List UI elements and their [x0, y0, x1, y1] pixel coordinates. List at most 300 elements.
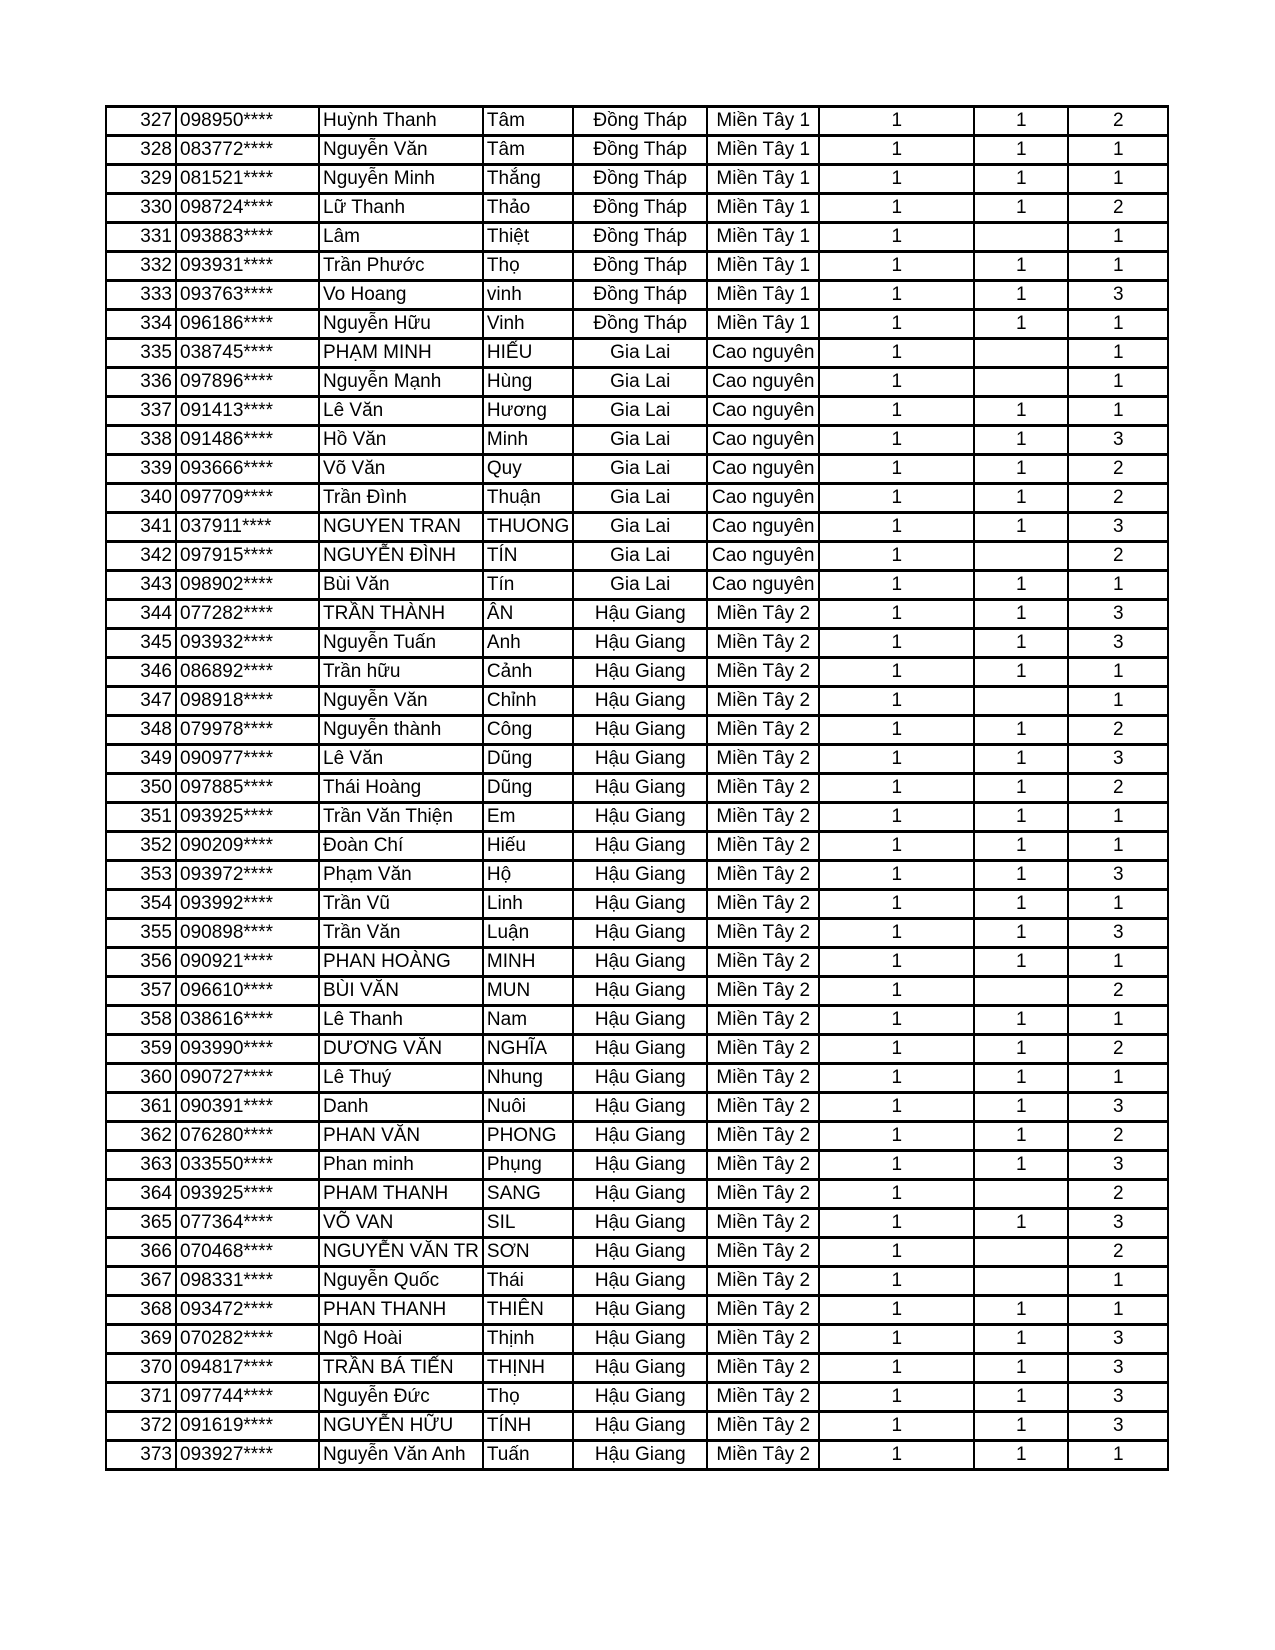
cell-province: Hậu Giang [573, 1267, 707, 1296]
cell-row-number: 357 [106, 977, 176, 1006]
cell-row-number: 361 [106, 1093, 176, 1122]
cell-given-name: Thắng [483, 165, 573, 194]
cell-region: Miền Tây 2 [707, 1238, 819, 1267]
cell-phone-masked: 094817**** [176, 1354, 319, 1383]
cell-province: Hậu Giang [573, 1064, 707, 1093]
cell-count-3: 3 [1068, 513, 1168, 542]
table-row [106, 310, 1168, 339]
cell-count-2: 1 [974, 1209, 1068, 1238]
cell-surname-middle: Lữ Thanh [319, 194, 483, 223]
cell-count-3: 3 [1068, 1412, 1168, 1441]
cell-row-number: 333 [106, 281, 176, 310]
cell-phone-masked: 077282**** [176, 600, 319, 629]
table-row [106, 1383, 1168, 1412]
table-row [106, 194, 1168, 223]
cell-region: Cao nguyên [707, 484, 819, 513]
cell-count-3: 1 [1068, 368, 1168, 397]
cell-count-1: 1 [819, 397, 974, 426]
cell-region: Miền Tây 2 [707, 1296, 819, 1325]
cell-given-name: Thiệt [483, 223, 573, 252]
cell-region: Miền Tây 2 [707, 658, 819, 687]
cell-province: Đồng Tháp [573, 165, 707, 194]
cell-given-name: Thọ [483, 1383, 573, 1412]
cell-region: Miền Tây 1 [707, 194, 819, 223]
cell-row-number: 330 [106, 194, 176, 223]
cell-surname-middle: PHAN VĂN [319, 1122, 483, 1151]
cell-given-name: SIL [483, 1209, 573, 1238]
cell-phone-masked: 093932**** [176, 629, 319, 658]
cell-row-number: 327 [106, 107, 176, 136]
cell-region: Miền Tây 1 [707, 136, 819, 165]
cell-count-3: 2 [1068, 1122, 1168, 1151]
cell-surname-middle: Lê Thanh [319, 1006, 483, 1035]
cell-region: Miền Tây 2 [707, 977, 819, 1006]
cell-row-number: 360 [106, 1064, 176, 1093]
cell-surname-middle: Phan minh [319, 1151, 483, 1180]
cell-given-name: Hiếu [483, 832, 573, 861]
cell-given-name: Hương [483, 397, 573, 426]
cell-count-3: 3 [1068, 861, 1168, 890]
cell-count-3: 3 [1068, 1325, 1168, 1354]
cell-given-name: Hùng [483, 368, 573, 397]
table-row [106, 861, 1168, 890]
cell-count-2 [974, 368, 1068, 397]
cell-province: Hậu Giang [573, 890, 707, 919]
cell-count-3: 2 [1068, 774, 1168, 803]
cell-region: Miền Tây 2 [707, 1122, 819, 1151]
cell-phone-masked: 093472**** [176, 1296, 319, 1325]
cell-surname-middle: Phạm Văn [319, 861, 483, 890]
cell-surname-middle: Nguyễn Văn [319, 136, 483, 165]
cell-region: Miền Tây 1 [707, 107, 819, 136]
cell-row-number: 364 [106, 1180, 176, 1209]
cell-province: Hậu Giang [573, 600, 707, 629]
cell-phone-masked: 083772**** [176, 136, 319, 165]
cell-given-name: Hộ [483, 861, 573, 890]
cell-given-name: Tâm [483, 107, 573, 136]
cell-region: Miền Tây 2 [707, 687, 819, 716]
cell-count-2: 1 [974, 745, 1068, 774]
cell-surname-middle: Nguyễn Hữu [319, 310, 483, 339]
cell-given-name: Anh [483, 629, 573, 658]
cell-count-2: 1 [974, 455, 1068, 484]
cell-row-number: 348 [106, 716, 176, 745]
cell-province: Hậu Giang [573, 687, 707, 716]
cell-surname-middle: Võ Văn [319, 455, 483, 484]
cell-row-number: 353 [106, 861, 176, 890]
cell-row-number: 335 [106, 339, 176, 368]
cell-row-number: 354 [106, 890, 176, 919]
cell-phone-masked: 038745**** [176, 339, 319, 368]
cell-phone-masked: 033550**** [176, 1151, 319, 1180]
cell-count-1: 1 [819, 1354, 974, 1383]
cell-count-1: 1 [819, 1412, 974, 1441]
cell-row-number: 332 [106, 252, 176, 281]
cell-province: Hậu Giang [573, 861, 707, 890]
cell-region: Miền Tây 2 [707, 832, 819, 861]
cell-count-3: 3 [1068, 1354, 1168, 1383]
cell-phone-masked: 093763**** [176, 281, 319, 310]
cell-province: Hậu Giang [573, 803, 707, 832]
cell-count-2: 1 [974, 1412, 1068, 1441]
cell-count-1: 1 [819, 774, 974, 803]
cell-surname-middle: Nguyễn Mạnh [319, 368, 483, 397]
phone-list-table [105, 105, 1169, 1471]
cell-count-1: 1 [819, 890, 974, 919]
cell-surname-middle: NGUYỄN ĐÌNH [319, 542, 483, 571]
cell-row-number: 352 [106, 832, 176, 861]
cell-region: Miền Tây 1 [707, 281, 819, 310]
table-row [106, 1006, 1168, 1035]
table-row [106, 1441, 1168, 1470]
cell-count-1: 1 [819, 1325, 974, 1354]
cell-count-2: 1 [974, 1441, 1068, 1470]
cell-row-number: 349 [106, 745, 176, 774]
cell-given-name: Luận [483, 919, 573, 948]
table-row [106, 1209, 1168, 1238]
cell-region: Miền Tây 2 [707, 803, 819, 832]
cell-count-1: 1 [819, 1151, 974, 1180]
cell-province: Gia Lai [573, 455, 707, 484]
cell-phone-masked: 093927**** [176, 1441, 319, 1470]
cell-province: Hậu Giang [573, 1441, 707, 1470]
cell-row-number: 369 [106, 1325, 176, 1354]
cell-row-number: 359 [106, 1035, 176, 1064]
cell-given-name: HIẾU [483, 339, 573, 368]
cell-given-name: Em [483, 803, 573, 832]
cell-count-1: 1 [819, 281, 974, 310]
cell-given-name: Công [483, 716, 573, 745]
cell-count-1: 1 [819, 484, 974, 513]
cell-surname-middle: DƯƠNG VĂN [319, 1035, 483, 1064]
cell-given-name: Quy [483, 455, 573, 484]
table-row [106, 1064, 1168, 1093]
cell-count-1: 1 [819, 1209, 974, 1238]
cell-province: Hậu Giang [573, 948, 707, 977]
cell-surname-middle: Trần hữu [319, 658, 483, 687]
cell-surname-middle: Trần Phước [319, 252, 483, 281]
cell-phone-masked: 093666**** [176, 455, 319, 484]
cell-row-number: 356 [106, 948, 176, 977]
cell-row-number: 346 [106, 658, 176, 687]
cell-phone-masked: 093992**** [176, 890, 319, 919]
cell-count-1: 1 [819, 803, 974, 832]
table-row [106, 600, 1168, 629]
cell-count-3: 3 [1068, 1093, 1168, 1122]
table-row [106, 890, 1168, 919]
cell-given-name: Thái [483, 1267, 573, 1296]
table-row [106, 223, 1168, 252]
cell-surname-middle: Vo Hoang [319, 281, 483, 310]
cell-count-3: 1 [1068, 1296, 1168, 1325]
cell-count-3: 2 [1068, 484, 1168, 513]
table-row [106, 165, 1168, 194]
cell-surname-middle: Danh [319, 1093, 483, 1122]
cell-phone-masked: 076280**** [176, 1122, 319, 1151]
cell-row-number: 331 [106, 223, 176, 252]
cell-surname-middle: Lê Văn [319, 745, 483, 774]
cell-count-3: 1 [1068, 571, 1168, 600]
cell-surname-middle: Trần Văn [319, 919, 483, 948]
cell-count-1: 1 [819, 687, 974, 716]
table-row [106, 977, 1168, 1006]
cell-count-2: 1 [974, 890, 1068, 919]
cell-surname-middle: Nguyễn Văn Anh [319, 1441, 483, 1470]
cell-given-name: Tâm [483, 136, 573, 165]
cell-count-2: 1 [974, 397, 1068, 426]
cell-phone-masked: 086892**** [176, 658, 319, 687]
cell-count-1: 1 [819, 571, 974, 600]
cell-region: Miền Tây 2 [707, 716, 819, 745]
cell-count-2: 1 [974, 1383, 1068, 1412]
cell-row-number: 336 [106, 368, 176, 397]
cell-region: Miền Tây 2 [707, 1412, 819, 1441]
cell-surname-middle: PHAN HOÀNG [319, 948, 483, 977]
cell-count-1: 1 [819, 165, 974, 194]
cell-region: Miền Tây 2 [707, 1151, 819, 1180]
cell-region: Miền Tây 2 [707, 1064, 819, 1093]
cell-province: Hậu Giang [573, 1006, 707, 1035]
cell-given-name: TÍNH [483, 1412, 573, 1441]
cell-row-number: 368 [106, 1296, 176, 1325]
cell-phone-masked: 097885**** [176, 774, 319, 803]
cell-phone-masked: 070282**** [176, 1325, 319, 1354]
table-row [106, 1093, 1168, 1122]
cell-count-3: 3 [1068, 745, 1168, 774]
cell-count-3: 3 [1068, 600, 1168, 629]
cell-phone-masked: 090209**** [176, 832, 319, 861]
cell-province: Gia Lai [573, 484, 707, 513]
cell-province: Gia Lai [573, 542, 707, 571]
cell-count-2 [974, 977, 1068, 1006]
cell-count-2: 1 [974, 513, 1068, 542]
cell-row-number: 363 [106, 1151, 176, 1180]
cell-given-name: PHONG [483, 1122, 573, 1151]
cell-count-3: 2 [1068, 977, 1168, 1006]
cell-count-3: 3 [1068, 919, 1168, 948]
cell-row-number: 355 [106, 919, 176, 948]
cell-count-3: 1 [1068, 832, 1168, 861]
table-row [106, 745, 1168, 774]
cell-surname-middle: Nguyễn Văn [319, 687, 483, 716]
cell-province: Hậu Giang [573, 1035, 707, 1064]
cell-phone-masked: 077364**** [176, 1209, 319, 1238]
cell-province: Hậu Giang [573, 1122, 707, 1151]
cell-province: Gia Lai [573, 368, 707, 397]
cell-row-number: 371 [106, 1383, 176, 1412]
cell-count-1: 1 [819, 1383, 974, 1412]
cell-province: Gia Lai [573, 426, 707, 455]
cell-phone-masked: 096610**** [176, 977, 319, 1006]
cell-given-name: Thuận [483, 484, 573, 513]
cell-surname-middle: Nguyễn thành [319, 716, 483, 745]
cell-count-1: 1 [819, 1122, 974, 1151]
cell-phone-masked: 070468**** [176, 1238, 319, 1267]
cell-count-3: 3 [1068, 281, 1168, 310]
cell-province: Đồng Tháp [573, 281, 707, 310]
cell-row-number: 347 [106, 687, 176, 716]
cell-province: Hậu Giang [573, 658, 707, 687]
cell-phone-masked: 093925**** [176, 1180, 319, 1209]
cell-region: Cao nguyên [707, 397, 819, 426]
cell-given-name: vinh [483, 281, 573, 310]
cell-count-3: 1 [1068, 803, 1168, 832]
cell-count-1: 1 [819, 832, 974, 861]
cell-count-3: 1 [1068, 165, 1168, 194]
cell-province: Hậu Giang [573, 745, 707, 774]
cell-count-2: 1 [974, 948, 1068, 977]
cell-phone-masked: 098724**** [176, 194, 319, 223]
cell-count-2: 1 [974, 252, 1068, 281]
cell-surname-middle: TRẦN BÁ TIẾN [319, 1354, 483, 1383]
cell-count-3: 1 [1068, 658, 1168, 687]
cell-count-2: 1 [974, 861, 1068, 890]
cell-count-2: 1 [974, 832, 1068, 861]
table-row [106, 803, 1168, 832]
table-row [106, 629, 1168, 658]
cell-given-name: Tín [483, 571, 573, 600]
cell-region: Miền Tây 2 [707, 600, 819, 629]
cell-province: Đồng Tháp [573, 310, 707, 339]
cell-surname-middle: NGUYỄN VĂN TR [319, 1238, 483, 1267]
cell-phone-masked: 037911**** [176, 513, 319, 542]
table-row [106, 1035, 1168, 1064]
cell-province: Gia Lai [573, 571, 707, 600]
cell-given-name: Chỉnh [483, 687, 573, 716]
cell-count-3: 2 [1068, 107, 1168, 136]
cell-row-number: 370 [106, 1354, 176, 1383]
cell-surname-middle: Nguyễn Minh [319, 165, 483, 194]
cell-count-1: 1 [819, 600, 974, 629]
cell-province: Gia Lai [573, 339, 707, 368]
cell-phone-masked: 098950**** [176, 107, 319, 136]
cell-surname-middle: Hồ Văn [319, 426, 483, 455]
cell-region: Miền Tây 2 [707, 1383, 819, 1412]
cell-region: Miền Tây 2 [707, 774, 819, 803]
cell-given-name: Minh [483, 426, 573, 455]
cell-region: Miền Tây 2 [707, 919, 819, 948]
cell-count-2: 1 [974, 194, 1068, 223]
cell-province: Hậu Giang [573, 1209, 707, 1238]
cell-region: Cao nguyên [707, 426, 819, 455]
cell-count-2: 1 [974, 716, 1068, 745]
cell-row-number: 337 [106, 397, 176, 426]
cell-surname-middle: Trần Đình [319, 484, 483, 513]
cell-count-3: 3 [1068, 629, 1168, 658]
cell-region: Miền Tây 2 [707, 1209, 819, 1238]
cell-region: Miền Tây 1 [707, 223, 819, 252]
cell-count-2 [974, 339, 1068, 368]
table-row [106, 368, 1168, 397]
cell-count-2: 1 [974, 1122, 1068, 1151]
cell-count-2 [974, 542, 1068, 571]
cell-province: Hậu Giang [573, 1325, 707, 1354]
table-row [106, 397, 1168, 426]
cell-region: Miền Tây 1 [707, 310, 819, 339]
cell-phone-masked: 093883**** [176, 223, 319, 252]
cell-given-name: NGHĨA [483, 1035, 573, 1064]
cell-count-1: 1 [819, 339, 974, 368]
cell-region: Miền Tây 2 [707, 1325, 819, 1354]
cell-province: Đồng Tháp [573, 194, 707, 223]
cell-region: Cao nguyên [707, 513, 819, 542]
cell-count-2: 1 [974, 281, 1068, 310]
cell-count-3: 1 [1068, 339, 1168, 368]
cell-count-2: 1 [974, 774, 1068, 803]
cell-region: Miền Tây 2 [707, 890, 819, 919]
cell-province: Hậu Giang [573, 716, 707, 745]
cell-phone-masked: 038616**** [176, 1006, 319, 1035]
table-row [106, 948, 1168, 977]
cell-phone-masked: 098902**** [176, 571, 319, 600]
cell-count-3: 1 [1068, 1441, 1168, 1470]
cell-surname-middle: Trần Vũ [319, 890, 483, 919]
cell-count-2: 1 [974, 310, 1068, 339]
cell-count-3: 2 [1068, 542, 1168, 571]
cell-count-2: 1 [974, 1354, 1068, 1383]
cell-phone-masked: 090727**** [176, 1064, 319, 1093]
cell-count-2: 1 [974, 484, 1068, 513]
cell-count-1: 1 [819, 1093, 974, 1122]
cell-phone-masked: 096186**** [176, 310, 319, 339]
cell-phone-masked: 093990**** [176, 1035, 319, 1064]
cell-surname-middle: Huỳnh Thanh [319, 107, 483, 136]
cell-province: Gia Lai [573, 513, 707, 542]
cell-given-name: Linh [483, 890, 573, 919]
cell-given-name: Thảo [483, 194, 573, 223]
cell-count-2 [974, 1238, 1068, 1267]
cell-phone-masked: 097709**** [176, 484, 319, 513]
cell-province: Hậu Giang [573, 919, 707, 948]
cell-province: Hậu Giang [573, 629, 707, 658]
cell-given-name: Phụng [483, 1151, 573, 1180]
cell-region: Cao nguyên [707, 542, 819, 571]
cell-phone-masked: 081521**** [176, 165, 319, 194]
cell-province: Hậu Giang [573, 1180, 707, 1209]
cell-region: Miền Tây 2 [707, 1093, 819, 1122]
cell-row-number: 338 [106, 426, 176, 455]
cell-row-number: 372 [106, 1412, 176, 1441]
cell-surname-middle: Ngô Hoài [319, 1325, 483, 1354]
cell-given-name: SƠN [483, 1238, 573, 1267]
cell-province: Đồng Tháp [573, 252, 707, 281]
cell-surname-middle: Trần Văn Thiện [319, 803, 483, 832]
cell-count-2: 1 [974, 1006, 1068, 1035]
table-row [106, 252, 1168, 281]
cell-given-name: Tuấn [483, 1441, 573, 1470]
cell-row-number: 342 [106, 542, 176, 571]
cell-count-3: 2 [1068, 1180, 1168, 1209]
cell-given-name: Dũng [483, 745, 573, 774]
cell-count-1: 1 [819, 426, 974, 455]
cell-count-1: 1 [819, 136, 974, 165]
cell-surname-middle: Lê Văn [319, 397, 483, 426]
cell-province: Hậu Giang [573, 1383, 707, 1412]
cell-row-number: 367 [106, 1267, 176, 1296]
table-row [106, 571, 1168, 600]
cell-row-number: 358 [106, 1006, 176, 1035]
cell-row-number: 366 [106, 1238, 176, 1267]
cell-count-1: 1 [819, 107, 974, 136]
cell-count-2: 1 [974, 1064, 1068, 1093]
cell-region: Miền Tây 2 [707, 1267, 819, 1296]
cell-province: Hậu Giang [573, 774, 707, 803]
cell-phone-masked: 098918**** [176, 687, 319, 716]
cell-count-2: 1 [974, 1151, 1068, 1180]
cell-region: Miền Tây 2 [707, 629, 819, 658]
cell-count-2: 1 [974, 571, 1068, 600]
cell-region: Miền Tây 1 [707, 165, 819, 194]
